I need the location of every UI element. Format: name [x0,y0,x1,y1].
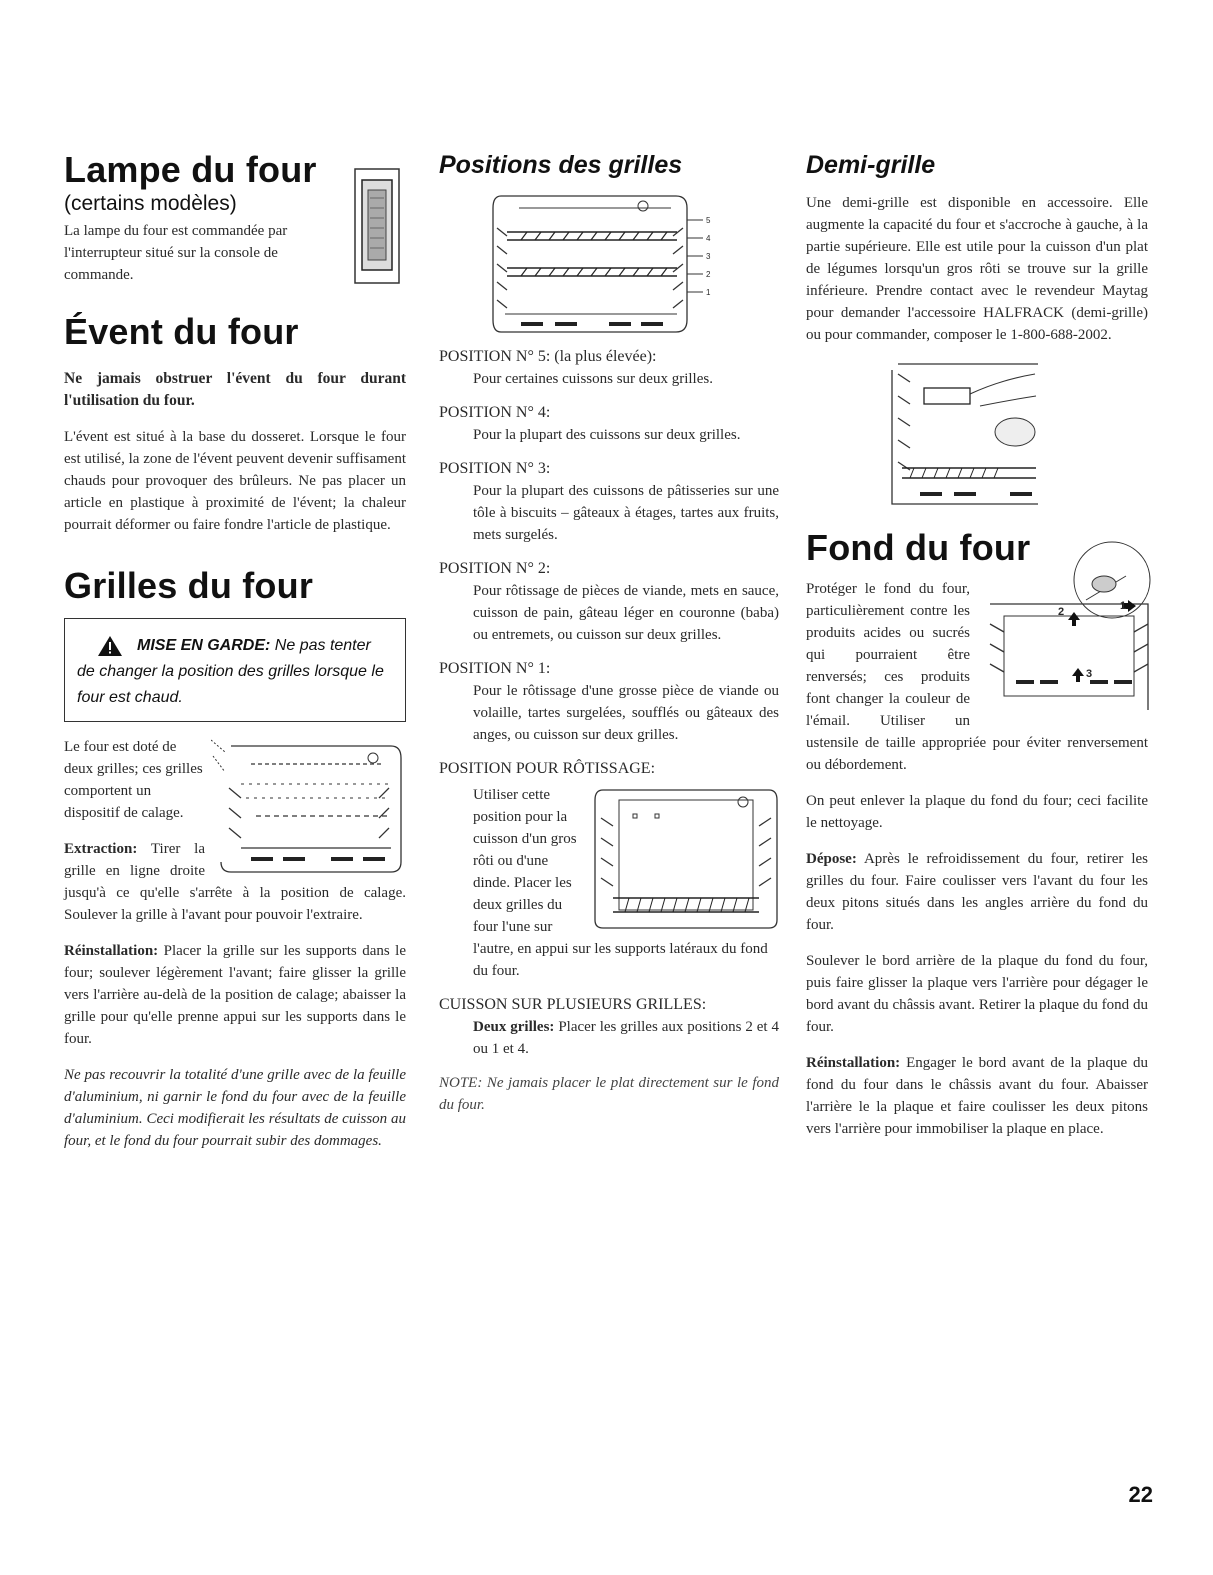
caution-label: MISE EN GARDE: [137,637,271,654]
column-middle [439,150,779,1130]
rack-positions-diagram [491,188,731,336]
oven-light-subtitle: (certains modèles) [64,192,237,215]
oven-bottom-title: Fond du four [806,527,1031,568]
rack-number: 5 [706,216,711,225]
rack-number: 1 [706,288,711,297]
two-racks-text [473,1016,779,1060]
bottom-reinstall-label: Réinstallation: [806,1055,901,1071]
oven-vent-warning: Ne jamais obstruer l'évent du four durant l'utilisation du four. [64,370,406,409]
reinstall-label: Réinstallation: [64,943,159,959]
rack-number: 2 [706,270,711,279]
column-right [806,150,1148,1154]
position-item [439,458,779,546]
reinstall-text [64,940,406,1050]
roast-position-text: Utiliser cette position pour la cuisson d'un gros rôti ou d'une dinde. Placer les deux grilles du four l'une sur l'autre, en appui sur les supports latéraux du fond du four. [473,787,768,979]
position-text: Pour rôtissage de pièces de viande, mets en sauce, cuisson de pain, gâteau léger en couronne (baba) ou entremets, ou cuisson sur deux grilles. [473,583,779,643]
rack-positions-title: Positions des grilles [439,151,683,179]
caution-text: Ne pas tenter de changer la position des grilles lorsque le four est chaud. [77,637,384,706]
warning-icon [97,635,123,657]
rack-number: 3 [706,252,711,261]
oven-vent-text: L'évent est situé à la base du dosseret. Lorsque le four est utilisé, la zone de l'évent peuvent devenir suffisament chauds pour provoquer des brûleurs. Ne pas placer un article en plastique à proximité de l'évent; la chaleur pourrait déformer ou faire fondre l'article de plastique. [64,429,406,533]
position-item [439,558,779,646]
oven-bottom-diagram [976,540,1158,710]
racks-intro-text: Le four est doté de deux grilles; ces grilles comportent un dispositif de calage. [64,739,203,821]
position-text: Pour certaines cuissons sur deux grilles. [473,371,713,387]
oven-bottom-remove-text: On peut enlever la plaque du fond du four; ceci facilite le nettoyage. [806,793,1148,831]
step-label: 3 [1086,668,1093,680]
depose-label: Dépose: [806,851,857,867]
oven-racks-section [64,566,406,1152]
oven-light-title: Lampe du four [64,149,317,190]
half-rack-diagram [890,360,1148,510]
two-racks-body: Placer les grilles aux positions 2 et 4 ou 1 et 4. [473,1019,780,1057]
rack-stop-diagram [211,736,406,876]
multi-rack-label: CUISSON SUR PLUSIEURS GRILLES: [439,996,707,1013]
oven-light-text: La lampe du four est commandée par l'interrupteur situé sur la console de commande. [64,223,288,283]
roast-position-item [439,758,779,982]
oven-vent-section [64,312,406,536]
half-rack-title: Demi-grille [806,151,936,179]
position-text: Pour la plupart des cuissons de pâtisseries sur une tôle à biscuits – gâteaux à étages, tartes aux fruits, mets surgelés. [473,483,779,543]
foil-note: Ne pas recouvrir la totalité d'une grille avec de la feuille d'aluminium, ni garnir le fond du four avec de la feuille d'aluminium. Ceci modifierait les résultats de cuisson au four, et le fond du four pourrait subir des dommages. [64,1067,406,1149]
bottom-reinstall-text [806,1052,1148,1140]
rack-number: 4 [706,234,711,243]
rack-number-labels [706,212,710,302]
column-left [64,150,406,1166]
roast-position-label: POSITION POUR RÔTISSAGE: [439,760,656,777]
position-label: POSITION N° 1: [439,660,551,677]
multi-rack-item [439,994,779,1060]
removal-body: Tirer la grille en ligne droite jusqu'à ce qu'elle s'arrête à la position de calage. Soulever la grille à l'avant pour pouvoir l'extraire. [64,841,406,923]
depose-text [806,848,1148,936]
oven-light-section [64,150,406,286]
oven-bottom-section [806,528,1148,1140]
lift-text: Soulever le bord arrière de la plaque du fond du four, puis faire glisser la plaque vers l'arrière pour dégager le bord avant du châssis avant. Retirer la plaque du fond du four. [806,953,1148,1035]
depose-body: Après le refroidissement du four, retirer les grilles du four. Faire coulisser vers l'avant du four les deux pitons situés dans les angles arrière du fond du four. [806,851,1148,933]
position-item [439,402,779,446]
reinstall-body: Placer la grille sur les supports dans le four; soulever légèrement l'avant; faire glisser la grille vers l'arrière au-delà de la position de calage; abaisser la grille pour qu'elle prenne appui sur les supports dans le four. [64,943,406,1047]
position-label: POSITION N° 4: [439,404,551,421]
page-number: 22 [1128,1482,1153,1507]
position-item [439,658,779,746]
two-racks-label: Deux grilles: [473,1019,555,1035]
oven-racks-title: Grilles du four [64,565,314,606]
position-label: POSITION N° 3: [439,460,551,477]
position-label: POSITION N° 5: (la plus élevée): [439,348,657,365]
step-label: 1 [1120,600,1127,612]
half-rack-text: Une demi-grille est disponible en accessoire. Elle augmente la capacité du four et s'accroche à gauche, à la partie supérieure. Elle est utile pour la cuisson d'un plat de légumes lorsqu'un gros rôti se trouve sur la grille inférieure. Prendre contact avec le revendeur Maytag pour demander l'accessoire HALFRACK (demi-grille) ou pour commander, composer le 1-800-688-2002. [806,195,1148,343]
caution-box [64,618,406,722]
oven-bottom-text: Protéger le fond du four, particulièrement contre les produits acides ou sucrés qui pourraient être renversés; ces produits font changer la couleur de l'émail. Utiliser un ustensile de taille appropriée pour éviter renversement ou débordement. [806,581,1148,773]
removal-label: Extraction: [64,841,138,857]
step-label: 2 [1058,606,1065,618]
roast-position-diagram [593,786,779,932]
position-text: Pour le rôtissage d'une grosse pièce de viande ou volaille, tartes surgelées, soufflés ou gâteaux des anges, ou cuisson sur deux grilles. [473,683,779,743]
bottom-reinstall-body: Engager le bord avant de la plaque du fond du four dans le châssis avant du four. Abaisser l'arrière le la plaque et faire coulisser les deux pitons vers l'arrière pour immobiliser la plaque en place. [806,1055,1148,1137]
oven-vent-title: Évent du four [64,311,299,352]
light-switch-icon [354,168,400,284]
position-label: POSITION N° 2: [439,560,551,577]
rack-note: NOTE: Ne jamais placer le plat directement sur le fond du four. [439,1075,779,1113]
position-item [439,346,779,390]
position-text: Pour la plupart des cuissons sur deux grilles. [473,427,741,443]
